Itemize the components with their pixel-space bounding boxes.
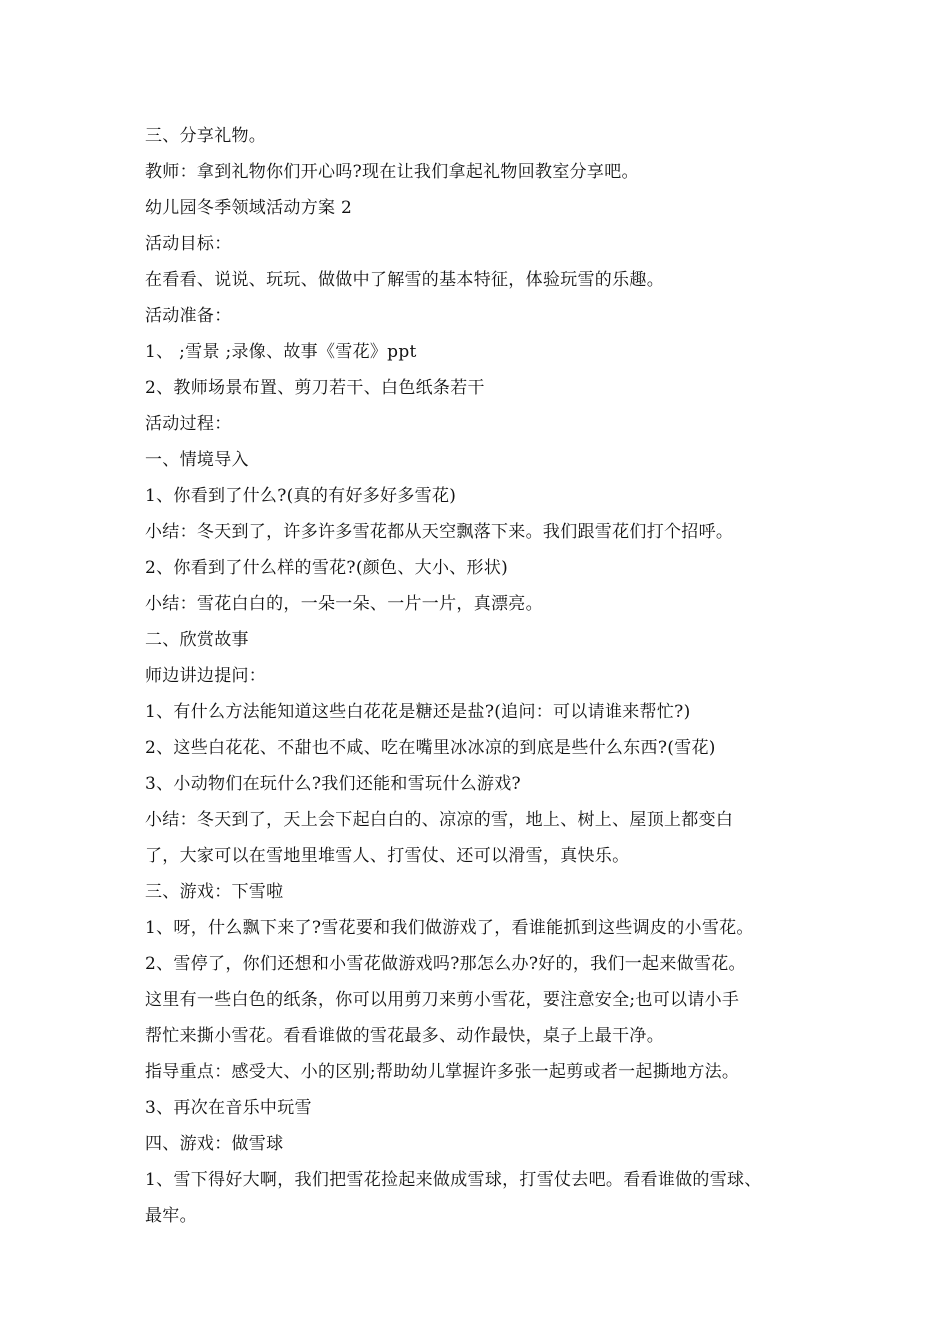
paragraph-line: 这里有一些白色的纸条，你可以用剪刀来剪小雪花，要注意安全;也可以请小手 [145, 990, 740, 1010]
section-heading: 一、情境导入 [145, 450, 249, 470]
section-heading: 四、游戏：做雪球 [145, 1134, 284, 1154]
heading-activity-process: 活动过程： [145, 414, 232, 434]
section-heading: 三、游戏：下雪啦 [145, 882, 284, 902]
list-item: 2、教师场景布置、剪刀若干、白色纸条若干 [145, 378, 485, 398]
list-item: 1、雪下得好大啊，我们把雪花捡起来做成雪球，打雪仗去吧。看看谁做的雪球、 [145, 1170, 762, 1190]
section-heading: 二、欣赏故事 [145, 630, 249, 650]
guidance-line: 指导重点：感受大、小的区别;帮助幼儿掌握许多张一起剪或者一起撕地方法。 [145, 1062, 740, 1082]
paragraph-line: 在看看、说说、玩玩、做做中了解雪的基本特征，体验玩雪的乐趣。 [145, 270, 664, 290]
paragraph-line: 了，大家可以在雪地里堆雪人、打雪仗、还可以滑雪，真快乐。 [145, 846, 630, 866]
heading-activity-goals: 活动目标： [145, 234, 232, 254]
summary-line: 小结：冬天到了，天上会下起白白的、凉凉的雪，地上、树上、屋顶上都变白 [145, 810, 734, 830]
paragraph-line: 帮忙来撕小雪花。看看谁做的雪花最多、动作最快，桌子上最干净。 [145, 1026, 664, 1046]
list-item: 1、 ;雪景 ;录像、故事《雪花》ppt [145, 342, 417, 362]
summary-line: 小结：冬天到了，许多许多雪花都从天空飘落下来。我们跟雪花们打个招呼。 [145, 522, 734, 542]
list-item: 3、小动物们在玩什么?我们还能和雪玩什么游戏? [145, 774, 521, 794]
list-item: 1、你看到了什么?(真的有好多好多雪花) [145, 486, 457, 506]
document-body [145, 118, 825, 1234]
list-item: 2、雪停了，你们还想和小雪花做游戏吗?那怎么办?好的，我们一起来做雪花。 [145, 954, 746, 974]
list-item: 2、你看到了什么样的雪花?(颜色、大小、形状) [145, 558, 509, 578]
paragraph-line: 最牢。 [145, 1206, 197, 1226]
paragraph-line: 师边讲边提问： [145, 666, 267, 686]
list-item: 1、有什么方法能知道这些白花花是糖还是盐?(追问：可以请谁来帮忙?) [145, 702, 691, 722]
plan-title: 幼儿园冬季领域活动方案 2 [145, 198, 353, 218]
list-item: 2、这些白花花、不甜也不咸、吃在嘴里冰冰凉的到底是些什么东西?(雪花) [145, 738, 716, 758]
paragraph-line: 教师：拿到礼物你们开心吗?现在让我们拿起礼物回教室分享吧。 [145, 162, 639, 182]
heading-activity-preparation: 活动准备： [145, 306, 232, 326]
section-heading-share-gifts: 三、分享礼物。 [145, 126, 267, 146]
list-item: 1、呀，什么飘下来了?雪花要和我们做游戏了，看谁能抓到这些调皮的小雪花。 [145, 918, 754, 938]
list-item: 3、再次在音乐中玩雪 [145, 1098, 312, 1118]
summary-line: 小结：雪花白白的，一朵一朵、一片一片，真漂亮。 [145, 594, 543, 614]
